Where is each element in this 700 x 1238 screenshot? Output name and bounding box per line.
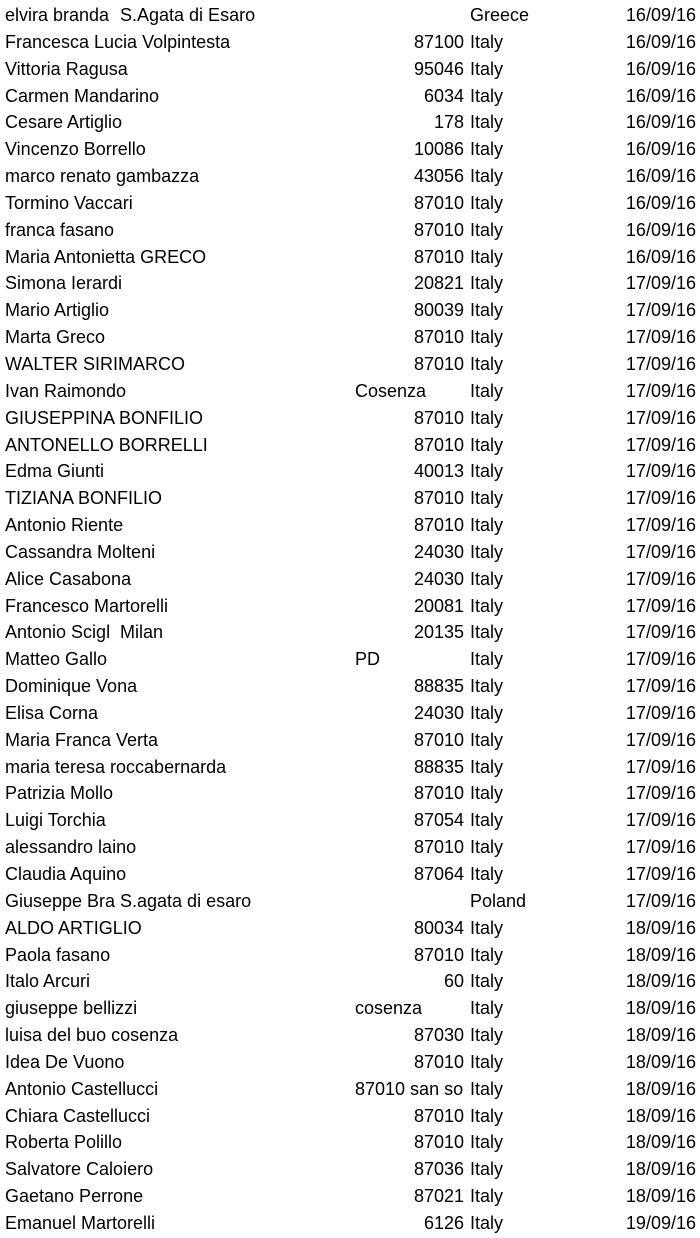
name-cell[interactable]: Alice Casabona (5, 568, 132, 589)
date-cell[interactable]: 17/09/16 (625, 434, 696, 455)
country-cell[interactable]: Italy (470, 1186, 504, 1207)
country-cell[interactable]: Italy (470, 58, 504, 79)
table-row (0, 915, 700, 942)
zip-cell[interactable]: 87010 (413, 353, 464, 374)
zip-cell[interactable]: 87010 (413, 488, 464, 509)
table-row (0, 888, 700, 915)
country-cell[interactable]: Italy (470, 998, 504, 1019)
table-row (0, 780, 700, 807)
name-cell[interactable]: Elisa Corna (5, 702, 99, 723)
date-cell[interactable]: 18/09/16 (625, 1078, 696, 1099)
country-cell[interactable]: Italy (470, 595, 504, 616)
zip-cell[interactable]: 6126 (423, 1212, 464, 1233)
zip-cell[interactable]: 87010 (413, 1132, 464, 1153)
date-cell[interactable]: 17/09/16 (625, 461, 696, 482)
date-cell[interactable]: 17/09/16 (625, 756, 696, 777)
table-row (0, 270, 700, 297)
zip-cell[interactable]: 87010 (413, 1105, 464, 1126)
country-cell[interactable]: Italy (470, 622, 504, 643)
country-cell[interactable]: Italy (470, 702, 504, 723)
date-cell[interactable]: 17/09/16 (625, 380, 696, 401)
date-cell[interactable]: 18/09/16 (625, 1159, 696, 1180)
zip-cell[interactable]: 87010 (413, 327, 464, 348)
name-cell[interactable]: alessandro laino (5, 837, 137, 858)
zip-cell[interactable]: 24030 (413, 568, 464, 589)
date-cell[interactable]: 17/09/16 (625, 729, 696, 750)
table-row (0, 968, 700, 995)
country-cell[interactable]: Italy (470, 783, 504, 804)
table-row (0, 1049, 700, 1076)
name-cell[interactable]: Vittoria Ragusa (5, 58, 128, 79)
date-cell[interactable]: 19/09/16 (625, 1212, 696, 1233)
zip-cell[interactable]: 87010 (413, 192, 464, 213)
country-cell[interactable]: Greece (470, 5, 530, 25)
zip-cell[interactable]: 87010 (413, 434, 464, 455)
date-cell[interactable]: 18/09/16 (625, 998, 696, 1019)
date-cell[interactable]: 16/09/16 (625, 112, 696, 133)
zip-cell[interactable]: 87010 (413, 515, 464, 536)
zip-cell[interactable]: 87010 (413, 783, 464, 804)
zip-cell[interactable]: 87036 (413, 1159, 464, 1180)
date-cell[interactable]: 17/09/16 (625, 676, 696, 697)
city-cell[interactable]: Milan (120, 622, 164, 643)
country-cell[interactable]: Italy (470, 31, 504, 52)
name-cell[interactable]: Maria Franca Verta (5, 729, 159, 750)
zip-cell[interactable]: 87010 (413, 944, 464, 965)
name-cell[interactable]: Emanuel Martorelli (5, 1212, 156, 1233)
name-cell[interactable]: ANTONELLO BORRELLI (5, 434, 208, 455)
zip-cell[interactable]: 87021 (413, 1186, 464, 1207)
name-cell[interactable]: Vincenzo Borrello (5, 139, 146, 160)
zip-cell[interactable]: 40013 (413, 461, 464, 482)
zip-cell[interactable]: 87010 (413, 1051, 464, 1072)
table-row (0, 754, 700, 781)
table-row (0, 700, 700, 727)
country-cell[interactable]: Italy (470, 1159, 504, 1180)
date-cell[interactable]: 17/09/16 (625, 407, 696, 428)
zip-cell[interactable]: 24030 (413, 702, 464, 723)
country-cell[interactable]: Italy (470, 756, 504, 777)
date-cell[interactable]: 17/09/16 (625, 515, 696, 536)
name-cell[interactable]: Ivan Raimondo (5, 380, 127, 401)
country-cell[interactable]: Italy (470, 461, 504, 482)
table-row (0, 673, 700, 700)
zip-cell[interactable]: 178 (433, 112, 464, 133)
country-cell[interactable]: Italy (470, 729, 504, 750)
name-cell[interactable]: Edma Giunti (5, 461, 105, 482)
name-cell[interactable]: ALDO ARTIGLIO (5, 917, 142, 938)
table-row (0, 861, 700, 888)
table-row (0, 619, 700, 646)
date-cell[interactable]: 17/09/16 (625, 541, 696, 562)
country-cell[interactable]: Italy (470, 353, 504, 374)
zip-cell[interactable]: Cosenza (355, 380, 427, 401)
country-cell[interactable]: Italy (470, 380, 504, 401)
spreadsheet-table (0, 2, 700, 1237)
name-cell[interactable]: Carmen Mandarino (5, 85, 160, 106)
zip-cell[interactable]: 20135 (413, 622, 464, 643)
zip-cell[interactable]: 95046 (413, 58, 464, 79)
country-cell[interactable]: Italy (470, 864, 504, 884)
table-row (0, 646, 700, 673)
zip-cell[interactable]: 87054 (413, 810, 464, 831)
date-cell[interactable]: 16/09/16 (625, 139, 696, 160)
country-cell[interactable]: Italy (470, 568, 504, 589)
name-cell[interactable]: Dominique Vona (5, 676, 138, 697)
country-cell[interactable]: Italy (470, 515, 504, 536)
name-cell[interactable]: Roberta Polillo (5, 1132, 123, 1153)
table-row (0, 56, 700, 83)
zip-cell[interactable]: 20081 (413, 595, 464, 616)
name-cell[interactable]: GIUSEPPINA BONFILIO (5, 407, 204, 428)
date-cell[interactable]: 18/09/16 (625, 1105, 696, 1126)
country-cell[interactable]: Italy (470, 327, 504, 348)
name-cell[interactable]: Mario Artiglio (5, 300, 110, 321)
country-cell[interactable]: Italy (470, 246, 504, 267)
country-cell[interactable]: Italy (470, 971, 504, 992)
country-cell[interactable]: Italy (470, 944, 504, 965)
zip-cell[interactable]: 87010 (413, 219, 464, 240)
name-cell[interactable]: Marta Greco (5, 327, 106, 348)
date-cell[interactable]: 17/09/16 (625, 568, 696, 589)
date-cell[interactable]: 16/09/16 (625, 31, 696, 52)
country-cell[interactable]: Poland (470, 890, 527, 911)
date-cell[interactable]: 16/09/16 (625, 219, 696, 240)
name-cell[interactable]: franca fasano (5, 219, 115, 240)
table-row (0, 1103, 700, 1130)
zip-cell[interactable]: 87030 (413, 1025, 464, 1046)
date-cell[interactable]: 17/09/16 (625, 595, 696, 616)
zip-cell[interactable]: 60 (443, 971, 464, 992)
table-row (0, 539, 700, 566)
zip-cell[interactable]: 6034 (423, 85, 464, 106)
table-row (0, 405, 700, 432)
name-cell[interactable]: Francesca Lucia Volpintesta (5, 31, 231, 52)
country-cell[interactable]: Italy (470, 85, 504, 106)
name-cell[interactable]: Patrizia Mollo (5, 783, 114, 804)
name-cell[interactable]: elvira branda (5, 5, 110, 25)
date-cell[interactable]: 17/09/16 (625, 488, 696, 509)
country-cell[interactable]: Italy (470, 837, 504, 858)
name-cell[interactable]: giuseppe bellizzi (5, 998, 138, 1019)
name-cell[interactable]: luisa del buo cosenza (5, 1025, 179, 1046)
zip-cell[interactable]: 24030 (413, 541, 464, 562)
name-cell[interactable]: Luigi Torchia (5, 810, 106, 831)
date-cell[interactable]: 17/09/16 (625, 300, 696, 321)
table-row (0, 378, 700, 405)
name-cell[interactable]: WALTER SIRIMARCO (5, 353, 186, 374)
table-row (0, 1129, 700, 1156)
country-cell[interactable]: Italy (470, 300, 504, 321)
zip-cell[interactable]: 80034 (413, 917, 464, 938)
date-cell[interactable]: 17/09/16 (625, 353, 696, 374)
date-cell[interactable]: 18/09/16 (625, 971, 696, 992)
table-row (0, 190, 700, 217)
table-row (0, 324, 700, 351)
name-cell[interactable]: Salvatore Caloiero (5, 1159, 154, 1180)
date-cell[interactable]: 16/09/16 (625, 192, 696, 213)
table-row (0, 297, 700, 324)
name-cell[interactable]: marco renato gambazza (5, 166, 200, 187)
date-cell[interactable]: 18/09/16 (625, 917, 696, 938)
country-cell[interactable]: Italy (470, 139, 504, 160)
table-row (0, 351, 700, 378)
date-cell[interactable]: 16/09/16 (625, 246, 696, 267)
zip-cell[interactable]: 88835 (413, 756, 464, 777)
zip-cell[interactable] (350, 2, 464, 29)
country-cell[interactable]: Italy (470, 541, 504, 562)
table-row (0, 29, 700, 56)
country-cell[interactable]: Italy (470, 1212, 504, 1233)
name-cell[interactable]: Claudia Aquino (5, 864, 127, 884)
zip-cell[interactable]: 87064 (413, 864, 464, 884)
country-cell[interactable]: Italy (470, 166, 504, 187)
name-cell[interactable]: Simona Ierardi (5, 273, 123, 294)
country-cell[interactable]: Italy (470, 1078, 504, 1099)
table-row (0, 1183, 700, 1210)
table-row (0, 1210, 700, 1237)
country-cell[interactable]: Italy (470, 488, 504, 509)
date-cell[interactable]: 17/09/16 (625, 890, 696, 911)
table-row (0, 485, 700, 512)
country-cell[interactable]: Italy (470, 1105, 504, 1126)
date-cell[interactable]: 17/09/16 (625, 783, 696, 804)
zip-cell[interactable]: 87010 (413, 407, 464, 428)
date-cell[interactable]: 17/09/16 (625, 810, 696, 831)
table-row (0, 995, 700, 1022)
table-row (0, 1022, 700, 1049)
table-row (0, 136, 700, 163)
zip-cell[interactable]: 43056 (413, 166, 464, 187)
city-cell[interactable]: S.agata di esaro (120, 890, 252, 911)
table-row (0, 566, 700, 593)
date-cell[interactable]: 18/09/16 (625, 1051, 696, 1072)
name-cell[interactable]: Cassandra Molteni (5, 541, 156, 562)
table-row (0, 1076, 700, 1103)
country-cell[interactable]: Italy (470, 1051, 504, 1072)
date-cell[interactable]: 17/09/16 (625, 622, 696, 643)
country-cell[interactable]: Italy (470, 434, 504, 455)
table-row (0, 512, 700, 539)
country-cell[interactable]: Italy (470, 1025, 504, 1046)
date-cell[interactable]: 17/09/16 (625, 837, 696, 858)
date-cell[interactable]: 17/09/16 (625, 327, 696, 348)
table-row (0, 593, 700, 620)
zip-cell[interactable]: 20821 (413, 273, 464, 294)
zip-cell[interactable]: 87010 (413, 729, 464, 750)
table-row (0, 458, 700, 485)
country-cell[interactable]: Italy (470, 112, 504, 133)
date-cell[interactable]: 16/09/16 (625, 85, 696, 106)
name-cell[interactable]: Antonio Castellucci (5, 1078, 159, 1099)
date-cell[interactable]: 16/09/16 (625, 5, 696, 25)
name-cell[interactable]: Tormino Vaccari (5, 192, 133, 213)
table-row (0, 432, 700, 459)
name-cell[interactable]: maria teresa roccabernarda (5, 756, 227, 777)
zip-cell[interactable]: 87010 (413, 246, 464, 267)
table-row (0, 244, 700, 271)
date-cell[interactable]: 17/09/16 (625, 864, 696, 884)
table-row (0, 109, 700, 136)
name-cell[interactable]: Italo Arcuri (5, 971, 91, 992)
zip-cell[interactable]: 87100 (413, 31, 464, 52)
date-cell[interactable]: 16/09/16 (625, 58, 696, 79)
country-cell[interactable]: Italy (470, 407, 504, 428)
table-row (0, 2, 700, 29)
zip-cell[interactable]: 10086 (413, 139, 464, 160)
date-cell[interactable]: 16/09/16 (625, 166, 696, 187)
country-cell[interactable]: Italy (470, 917, 504, 938)
zip-cell[interactable]: 87010 (413, 837, 464, 858)
name-cell[interactable]: Matteo Gallo (5, 649, 108, 670)
table-row (0, 727, 700, 754)
name-cell[interactable]: Gaetano Perrone (5, 1186, 144, 1207)
table-row (0, 1156, 700, 1183)
table-row (0, 807, 700, 834)
name-cell[interactable]: Idea De Vuono (5, 1051, 125, 1072)
name-cell[interactable]: Paola fasano (5, 944, 111, 965)
table-row (0, 83, 700, 110)
country-cell[interactable]: Italy (470, 1132, 504, 1153)
name-cell[interactable]: Antonio Scigl (5, 622, 111, 643)
table-row (0, 942, 700, 969)
name-cell[interactable]: Francesco Martorelli (5, 595, 169, 616)
name-cell[interactable]: Cesare Artiglio (5, 112, 123, 133)
country-cell[interactable]: Italy (470, 273, 504, 294)
date-cell[interactable]: 17/09/16 (625, 702, 696, 723)
zip-cell[interactable] (350, 888, 464, 915)
name-cell[interactable]: TIZIANA BONFILIO (5, 488, 163, 509)
zip-cell[interactable]: 80039 (413, 300, 464, 321)
name-cell[interactable]: Antonio Riente (5, 515, 124, 536)
date-cell[interactable]: 17/09/16 (625, 649, 696, 670)
date-cell[interactable]: 18/09/16 (625, 944, 696, 965)
zip-cell[interactable]: 88835 (413, 676, 464, 697)
country-cell[interactable]: Italy (470, 219, 504, 240)
name-cell[interactable]: Giuseppe Bra (5, 890, 116, 911)
country-cell[interactable]: Italy (470, 192, 504, 213)
date-cell[interactable]: 18/09/16 (625, 1025, 696, 1046)
country-cell[interactable]: Italy (470, 649, 504, 670)
zip-cell[interactable]: cosenza (355, 998, 423, 1019)
country-cell[interactable]: Italy (470, 676, 504, 697)
name-cell[interactable]: Chiara Castellucci (5, 1105, 151, 1126)
table-row (0, 217, 700, 244)
date-cell[interactable]: 18/09/16 (625, 1132, 696, 1153)
date-cell[interactable]: 17/09/16 (625, 273, 696, 294)
table-row (0, 163, 700, 190)
country-cell[interactable]: Italy (470, 810, 504, 831)
city-cell[interactable]: S.Agata di Esaro (120, 5, 256, 25)
name-cell[interactable]: Maria Antonietta GRECO (5, 246, 207, 267)
zip-cell[interactable]: PD (355, 649, 381, 670)
date-cell[interactable]: 18/09/16 (625, 1186, 696, 1207)
zip-cell[interactable]: 87010 san so (355, 1078, 464, 1099)
table-row (0, 834, 700, 861)
